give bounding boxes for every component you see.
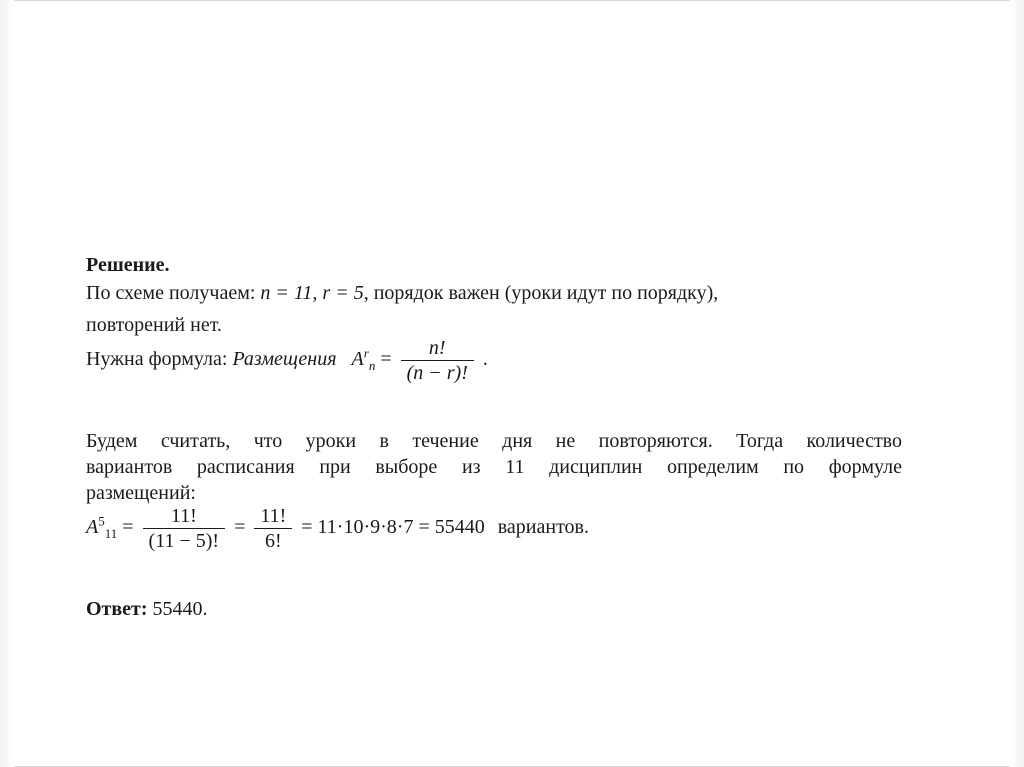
- formula-sup: r: [363, 345, 369, 361]
- formula-symbol: [351, 345, 376, 374]
- calc-frac1-num: 11!: [170, 505, 197, 527]
- answer-line: [86, 596, 208, 622]
- scheme-line: [86, 280, 718, 306]
- paragraph-line-1: Будем считать, что уроки в течение дня не повторяются. Тогда количество: [86, 430, 902, 452]
- no-repeat-line: повторений нет.: [86, 314, 222, 336]
- formula-prefix: Нужна формула:: [86, 348, 228, 371]
- paragraph-line-3: размещений:: [86, 482, 196, 504]
- calc-frac2-num: 11!: [260, 505, 287, 527]
- formula-fraction: [401, 336, 474, 385]
- calc-frac2-den: 6!: [254, 528, 292, 553]
- scheme-suffix: , порядок важен (уроки идут по порядку),: [363, 282, 719, 304]
- formula-period: .: [482, 348, 488, 371]
- calculation-line: $A^5_{11}$ = $\frac{11!}{(11 - 5)!}$ = $\frac{11!}{6!}$ = 11·10·9·8·7 = 55440 вариантов.: [86, 505, 589, 552]
- formula-denominator: (n − r)!: [401, 360, 474, 385]
- formula-name: Размещения: [232, 348, 337, 371]
- formula-line: Нужна формула: Размещения $A^r_n$ = $\frac{n!}{(n - r)!}$ .: [86, 337, 488, 384]
- calc-sup: 5: [98, 513, 105, 529]
- calc-frac1-den: (11 − 5)!: [143, 528, 226, 553]
- answer-value: 55440.: [152, 598, 208, 620]
- formula-sub: n: [368, 358, 376, 374]
- calc-fraction-1: [143, 504, 226, 553]
- solution-heading: Решение.: [86, 254, 170, 276]
- paragraph-line-2: вариантов расписания при выборе из 11 дисциплин определим по формуле: [86, 456, 902, 478]
- answer-label: Ответ:: [86, 598, 148, 620]
- formula-a: A: [351, 348, 364, 371]
- calc-fraction-2: [254, 504, 292, 553]
- scheme-prefix: По схеме получаем:: [86, 282, 256, 304]
- right-shadow: [1010, 0, 1024, 767]
- calc-symbol: [86, 513, 118, 542]
- calc-a: A: [86, 516, 99, 539]
- calc-sub: 11: [104, 526, 118, 542]
- scheme-math: n = 11, r = 5: [260, 282, 364, 304]
- left-shadow: [0, 0, 14, 767]
- calc-result: = 11·10·9·8·7 = 55440: [301, 516, 485, 539]
- calc-unit: вариантов.: [497, 516, 589, 539]
- formula-numerator: n!: [428, 337, 446, 359]
